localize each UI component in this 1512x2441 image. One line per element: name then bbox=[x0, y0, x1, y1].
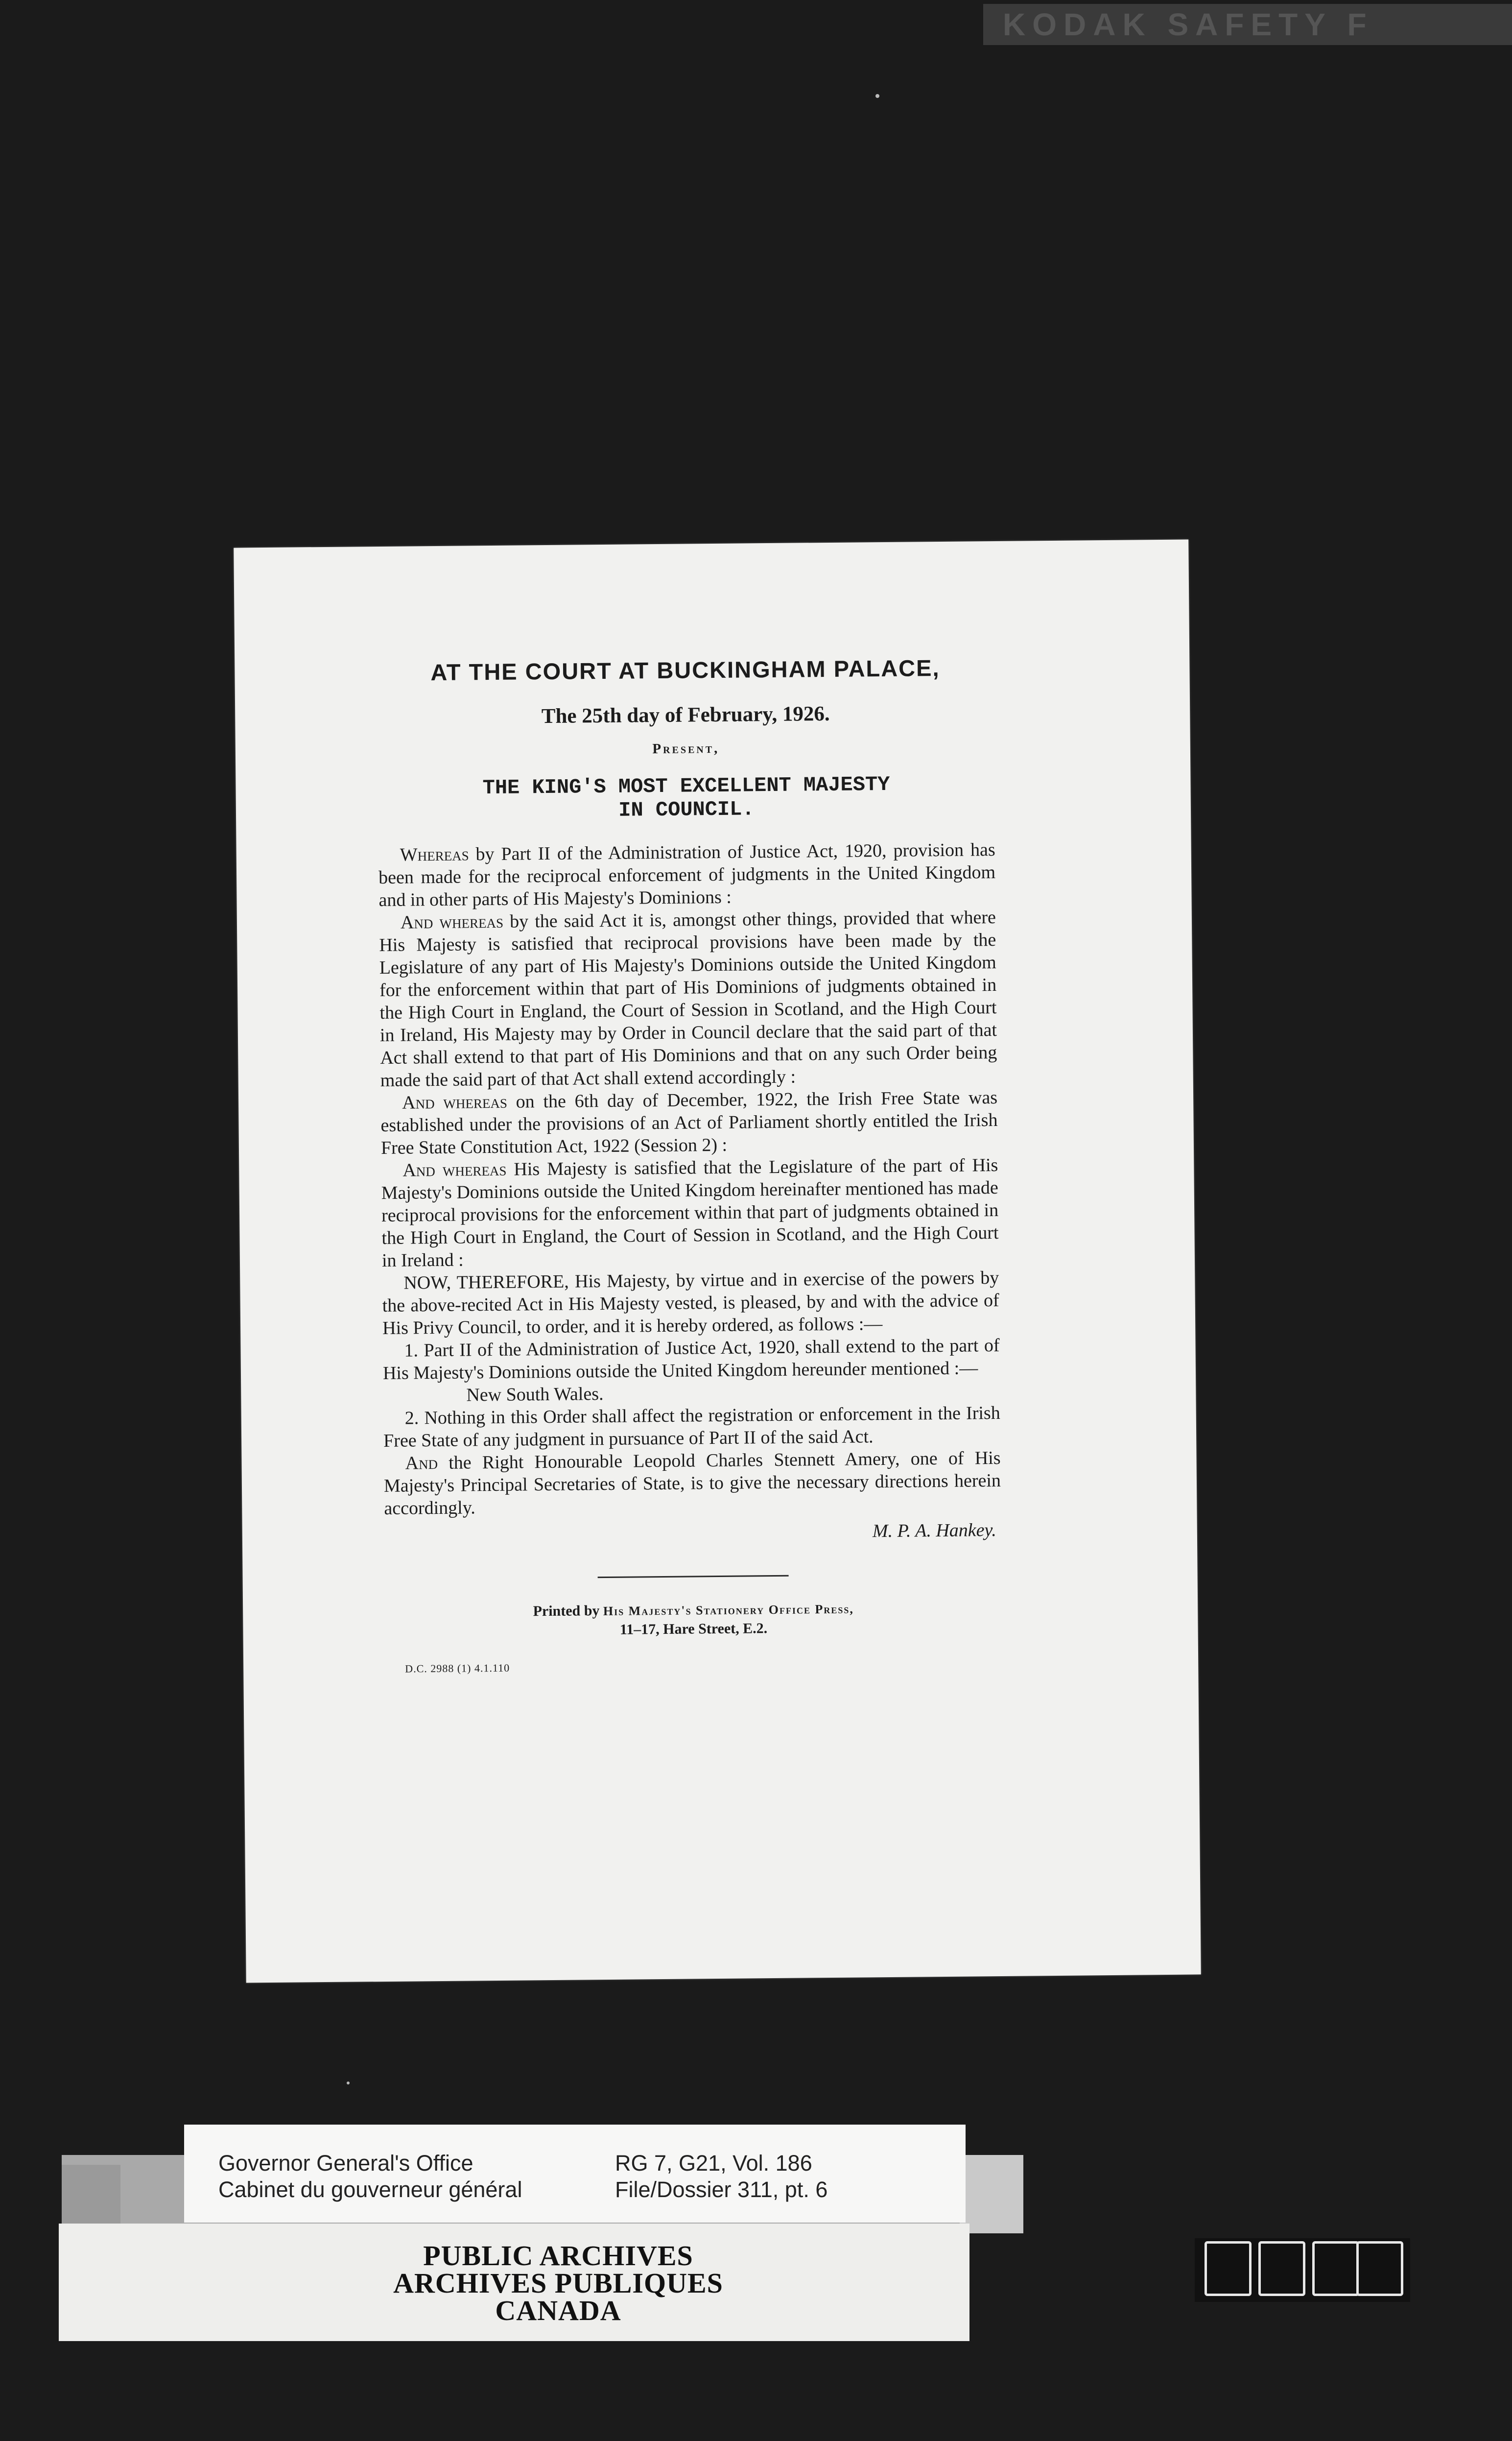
file-number: File/Dossier 311, pt. 6 bbox=[615, 2177, 828, 2202]
order-in-council bbox=[377, 654, 1002, 1675]
archives-line-1: PUBLIC ARCHIVES bbox=[423, 2240, 693, 2272]
paragraph-text: Nothing in this Order shall affect the registration or enforcement in the Irish Free State of any judgment in pursuance of Part II of the said Act. bbox=[383, 1402, 1000, 1451]
frame-digit bbox=[1258, 2241, 1305, 2296]
paragraph-lead: And whereas bbox=[400, 911, 504, 933]
paragraph bbox=[380, 1086, 998, 1159]
record-group: RG 7, G21, Vol. 186 bbox=[615, 2151, 812, 2176]
present-label: Present, bbox=[652, 740, 720, 757]
printer-address: 11–17, Hare Street, E.2. bbox=[619, 1620, 768, 1638]
paragraph bbox=[381, 1154, 999, 1272]
dominion-name: New South Wales. bbox=[466, 1384, 604, 1406]
printer-prefix: Printed by bbox=[533, 1603, 604, 1620]
paragraph-lead: 2. bbox=[404, 1408, 419, 1429]
paragraph-text: His Majesty is satisfied that the Legislature of the part of His Majesty's Dominions outside the United Kingdom hereinafter mentioned has made reciprocal provisions for the enforcement within that part of judgments obtained in the High Court in England, the Court of Session in Scotland, and the High Court in Ireland : bbox=[381, 1154, 999, 1271]
archives-line-2: ARCHIVES PUBLIQUES bbox=[393, 2267, 723, 2299]
frame-digit bbox=[1205, 2241, 1252, 2296]
paragraph bbox=[382, 1267, 999, 1340]
frame-digit bbox=[1312, 2241, 1359, 2296]
label-edge bbox=[62, 2165, 120, 2224]
paragraph-lead: And bbox=[405, 1452, 438, 1474]
frame-number bbox=[1195, 2238, 1410, 2302]
paragraph-text: on the 6th day of December, 1922, the Irish Free State was established under the provisions of an Act of Parliament shortly entitled the Irish Free State Constitution Act, 1922 (Session 2) : bbox=[380, 1087, 998, 1158]
office-names bbox=[218, 2150, 522, 2203]
label-edge bbox=[960, 2155, 1023, 2233]
paragraph bbox=[382, 1334, 1000, 1385]
paragraph bbox=[383, 1447, 1001, 1520]
paragraph-text: the Right Honourable Leopold Charles Stennett Amery, one of His Majesty's Principal Secretaries of State, is to give the necessary directions herein accordingly. bbox=[383, 1447, 1001, 1519]
printer-press: His Majesty's Stationery Office Press, bbox=[603, 1602, 854, 1619]
divider bbox=[598, 1575, 789, 1578]
archive-reference-label bbox=[184, 2125, 966, 2223]
paragraph-lead: Whereas bbox=[400, 844, 469, 865]
frame-digit bbox=[1356, 2241, 1403, 2296]
paragraph-text: His Majesty, by virtue and in exercise of the powers by the above-recited Act in His Majesty vested, is pleased, by and with the advice of His Privy Council, to order, and it is hereby ordered, as follows :— bbox=[382, 1267, 999, 1339]
paragraph-lead: 1. bbox=[404, 1340, 419, 1361]
order-body bbox=[378, 838, 1001, 1520]
film-speck bbox=[347, 2082, 350, 2084]
film-speck bbox=[875, 94, 879, 98]
paragraph bbox=[383, 1402, 1001, 1452]
majesty-line-1: THE KING'S MOST EXCELLENT MAJESTY bbox=[482, 772, 890, 800]
majesty-heading bbox=[378, 772, 995, 824]
paragraph-text: by Part II of the Administration of Justice Act, 1920, provision has been made for the reciprocal enforcement of judgments in the United Kingdom and in other parts of His Majesty's Dominions : bbox=[378, 839, 996, 911]
paragraph bbox=[379, 906, 997, 1092]
document-date: The 25th day of February, 1926. bbox=[541, 702, 830, 728]
archives-title bbox=[59, 2242, 969, 2324]
public-archives-stamp bbox=[59, 2224, 969, 2341]
archives-line-3: CANADA bbox=[495, 2295, 621, 2326]
reference-numbers bbox=[615, 2150, 827, 2203]
paragraph-text: Part II of the Administration of Justice Act, 1920, shall extend to the part of His Majesty's Dominions outside the United Kingdom hereunder mentioned :— bbox=[382, 1335, 1000, 1384]
document-page bbox=[234, 540, 1201, 1983]
office-french: Cabinet du gouverneur général bbox=[218, 2177, 522, 2202]
document-heading: AT THE COURT AT BUCKINGHAM PALACE, bbox=[430, 654, 940, 686]
majesty-line-2: IN COUNCIL. bbox=[618, 797, 755, 822]
document-code: D.C. 2988 (1) 4.1.110 bbox=[405, 1661, 510, 1675]
paragraph-text: by the said Act it is, amongst other things, provided that where His Majesty is satisfied that reciprocal provisions have been made by the Legislature of any part of His Majesty's Dominions outside the United Kingdom for the enforcement within that part of His Dominions of judgments obtained in the High Court in England, the Court of Session in Scotland, and the High Court in Ireland, His Majesty may by Order in Council declare that the said part of that Act shall extend to that part of His Dominions and that on any such Order being made the said part of that Act shall extend accordingly : bbox=[379, 907, 997, 1091]
paragraph-lead: And whereas bbox=[402, 1159, 507, 1181]
office-english: Governor General's Office bbox=[218, 2151, 473, 2176]
paragraph bbox=[378, 838, 996, 911]
printer-imprint bbox=[385, 1598, 1002, 1641]
film-edge-marking: KODAK SAFETY F bbox=[983, 4, 1512, 45]
paragraph-lead: NOW, THEREFORE, bbox=[403, 1271, 569, 1293]
paragraph-lead: And whereas bbox=[402, 1091, 508, 1113]
signature: M. P. A. Hankey. bbox=[872, 1520, 996, 1542]
